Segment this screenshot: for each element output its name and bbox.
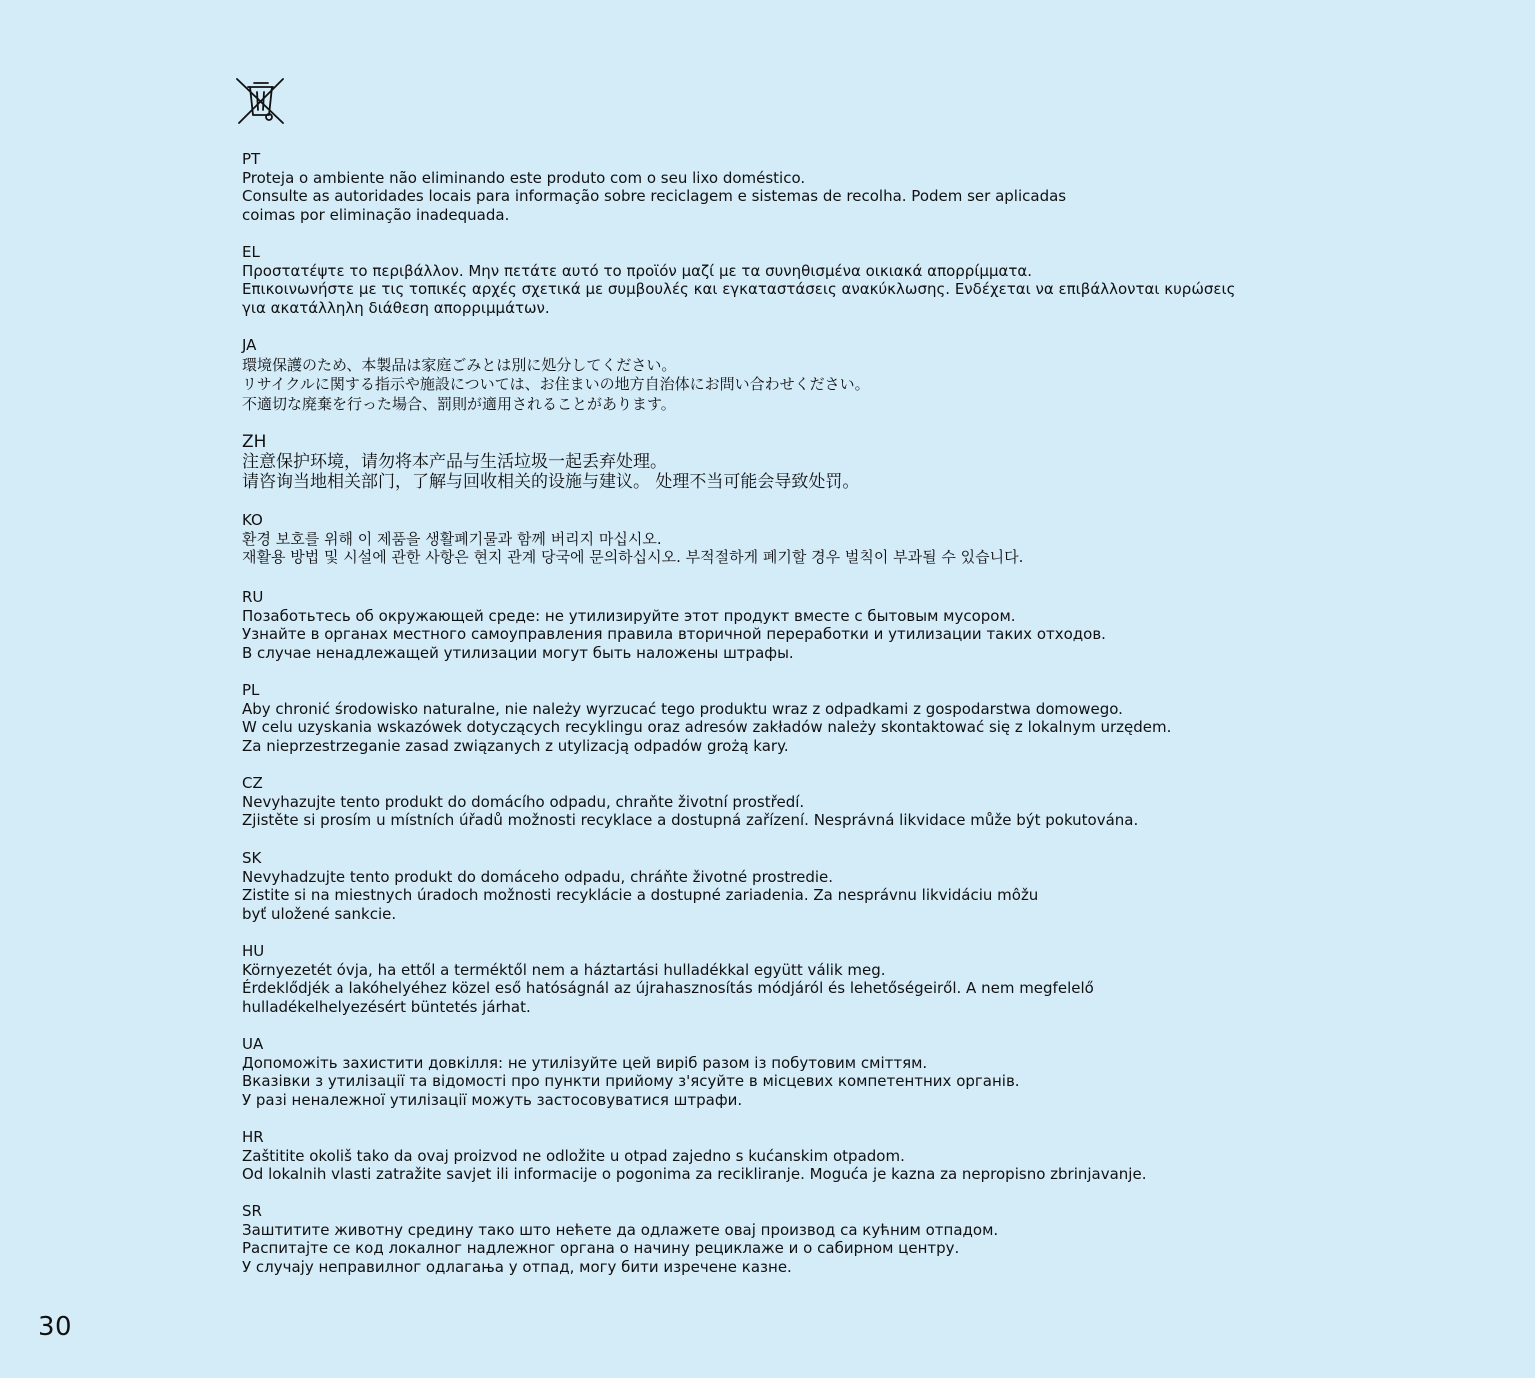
page-number: 30 — [38, 1312, 73, 1342]
section-pt — [242, 150, 1066, 225]
section-hr — [242, 1128, 1146, 1184]
notice-line: Заштитите животну средину тако што нећете да одлажете овај производ са кућним отпадом. — [242, 1220, 999, 1239]
section-pl — [242, 681, 1171, 756]
notice-line: Nevyhazujte tento produkt do domácího odpadu, chraňte životní prostředí. — [242, 792, 805, 811]
section-ko — [242, 511, 1023, 567]
notice-line: Za nieprzestrzeganie zasad związanych z utylizacją odpadów grożą kary. — [242, 737, 789, 756]
notice-line: 请咨询当地相关部门，了解与回收相关的设施与建议。 处理不当可能会导致处罚。 — [242, 472, 860, 492]
language-code: EL — [242, 243, 260, 261]
notice-line: Zaštitite okoliš tako da ovaj proizvod ne odložite u otpad zajedno s kućanskim otpadom. — [242, 1146, 905, 1165]
notice-line: Допоможіть захистити довкілля: не утилізуйте цей виріб разом із побутовим сміттям. — [242, 1053, 928, 1072]
crossed-out-wheelie-bin-icon — [235, 77, 287, 125]
language-code: UA — [242, 1035, 264, 1053]
notice-line: Позаботьтесь об окружающей среде: не утилизируйте этот продукт вместе с бытовым мусором. — [242, 606, 1016, 625]
notice-line: Consulte as autoridades locais para informação sobre reciclagem e sistemas de recolha. Podem ser aplicadas coimas por eliminação inadequada. — [242, 187, 1067, 225]
notice-line: Вказівки з утилізації та відомості про пункти прийому з'ясуйте в місцевих компетентних органів. — [242, 1072, 1020, 1091]
notice-line: Zjistěte si prosím u místních úřadů možnosti recyklace a dostupná zařízení. Nesprávná likvidace může být pokutována. — [242, 811, 1139, 830]
language-code: JA — [242, 336, 257, 354]
language-code: HU — [242, 942, 265, 960]
section-el — [242, 243, 1235, 318]
language-code: ZH — [242, 432, 267, 452]
notice-line: Környezetét óvja, ha ettől a terméktől nem a háztartási hulladékkal együtt válik meg. — [242, 960, 886, 979]
notice-line: Распитајте се код локалног надлежног органа о начину рециклаже и о сабирном центру. — [242, 1239, 960, 1258]
notice-line: 注意保护环境，请勿将本产品与生活垃圾一起丢弃处理。 — [242, 452, 667, 472]
section-zh — [242, 432, 859, 492]
notice-line: 재활용 방법 및 시설에 관한 사항은 현지 관계 당국에 문의하십시오. 부적절하게 폐기할 경우 벌칙이 부과될 수 있습니다. — [242, 548, 1024, 567]
language-code: PL — [242, 681, 260, 699]
notice-line: У случају неправилног одлагања у отпад, могу бити изречене казне. — [242, 1258, 792, 1277]
notice-line: Aby chronić środowisko naturalne, nie należy wyrzucać tego produktu wraz z odpadkami z gospodarstwa domowego. — [242, 699, 1123, 718]
section-sk — [242, 849, 1038, 924]
section-cz — [242, 774, 1138, 830]
language-code: KO — [242, 511, 263, 529]
notice-line: Επικοινωνήστε με τις τοπικές αρχές σχετικά με συμβουλές και εγκαταστάσεις ανακύκλωσης. Ενδέχεται να επιβάλλονται κυρώσεις για ακατάλληλη διάθεση απορριμμάτων. — [242, 280, 1236, 318]
section-ja — [242, 336, 870, 414]
notice-line: У разі неналежної утилізації можуть застосовуватися штрафи. — [242, 1091, 743, 1110]
language-code: CZ — [242, 774, 263, 792]
notice-line: Προστατέψτε το περιβάλλον. Μην πετάτε αυτό το προϊόν μαζί με τα συνηθισμένα οικιακά απορρίμματα. — [242, 261, 1033, 280]
section-hu — [242, 942, 1094, 1017]
notice-line: リサイクルに関する指示や施設については、お住まいの地方自治体にお問い合わせください。 — [242, 375, 870, 393]
section-ru — [242, 588, 1106, 663]
notice-line: 不適切な廃棄を行った場合、罰則が適用されることがあります。 — [242, 394, 676, 413]
language-code: SK — [242, 849, 262, 867]
notice-line: В случае ненадлежащей утилизации могут быть наложены штрафы. — [242, 644, 794, 663]
notice-line: Zistite si na miestnych úradoch možnosti recyklácie a dostupné zariadenia. Za nesprávnu likvidáciu môžu byť uložené sankcie. — [242, 886, 1039, 924]
notice-line: 環境保護のため、本製品は家庭ごみとは別に処分してください。 — [242, 355, 677, 374]
section-sr — [242, 1202, 998, 1277]
language-code: HR — [242, 1128, 264, 1146]
notice-line: Érdeklődjék a lakóhelyéhez közel eső hatóságnál az újrahasznosítás módjáról és lehetőségeiről. A nem megfelelő hulladékelhelyezésért büntetés járhat. — [242, 979, 1094, 1017]
language-code: PT — [242, 150, 261, 168]
notice-line: Nevyhadzujte tento produkt do domáceho odpadu, chráňte životné prostredie. — [242, 867, 834, 886]
notice-line: Od lokalnih vlasti zatražite savjet ili informacije o pogonima za recikliranje. Moguća je kazna za nepropisno zbrinjavanje. — [242, 1165, 1147, 1184]
notice-line: W celu uzyskania wskazówek dotyczących recyklingu oraz adresów zakładów należy skontaktować się z lokalnym urzędem. — [242, 718, 1172, 737]
language-code: RU — [242, 588, 264, 606]
notice-line: Узнайте в органах местного самоуправления правила вторичной переработки и утилизации таких отходов. — [242, 625, 1106, 644]
section-ua — [242, 1035, 1020, 1110]
notice-line: Proteja o ambiente não eliminando este produto com o seu lixo doméstico. — [242, 168, 806, 187]
notice-line: 환경 보호를 위해 이 제품을 생활폐기물과 함께 버리지 마십시오. — [242, 529, 662, 548]
language-code: SR — [242, 1202, 262, 1220]
